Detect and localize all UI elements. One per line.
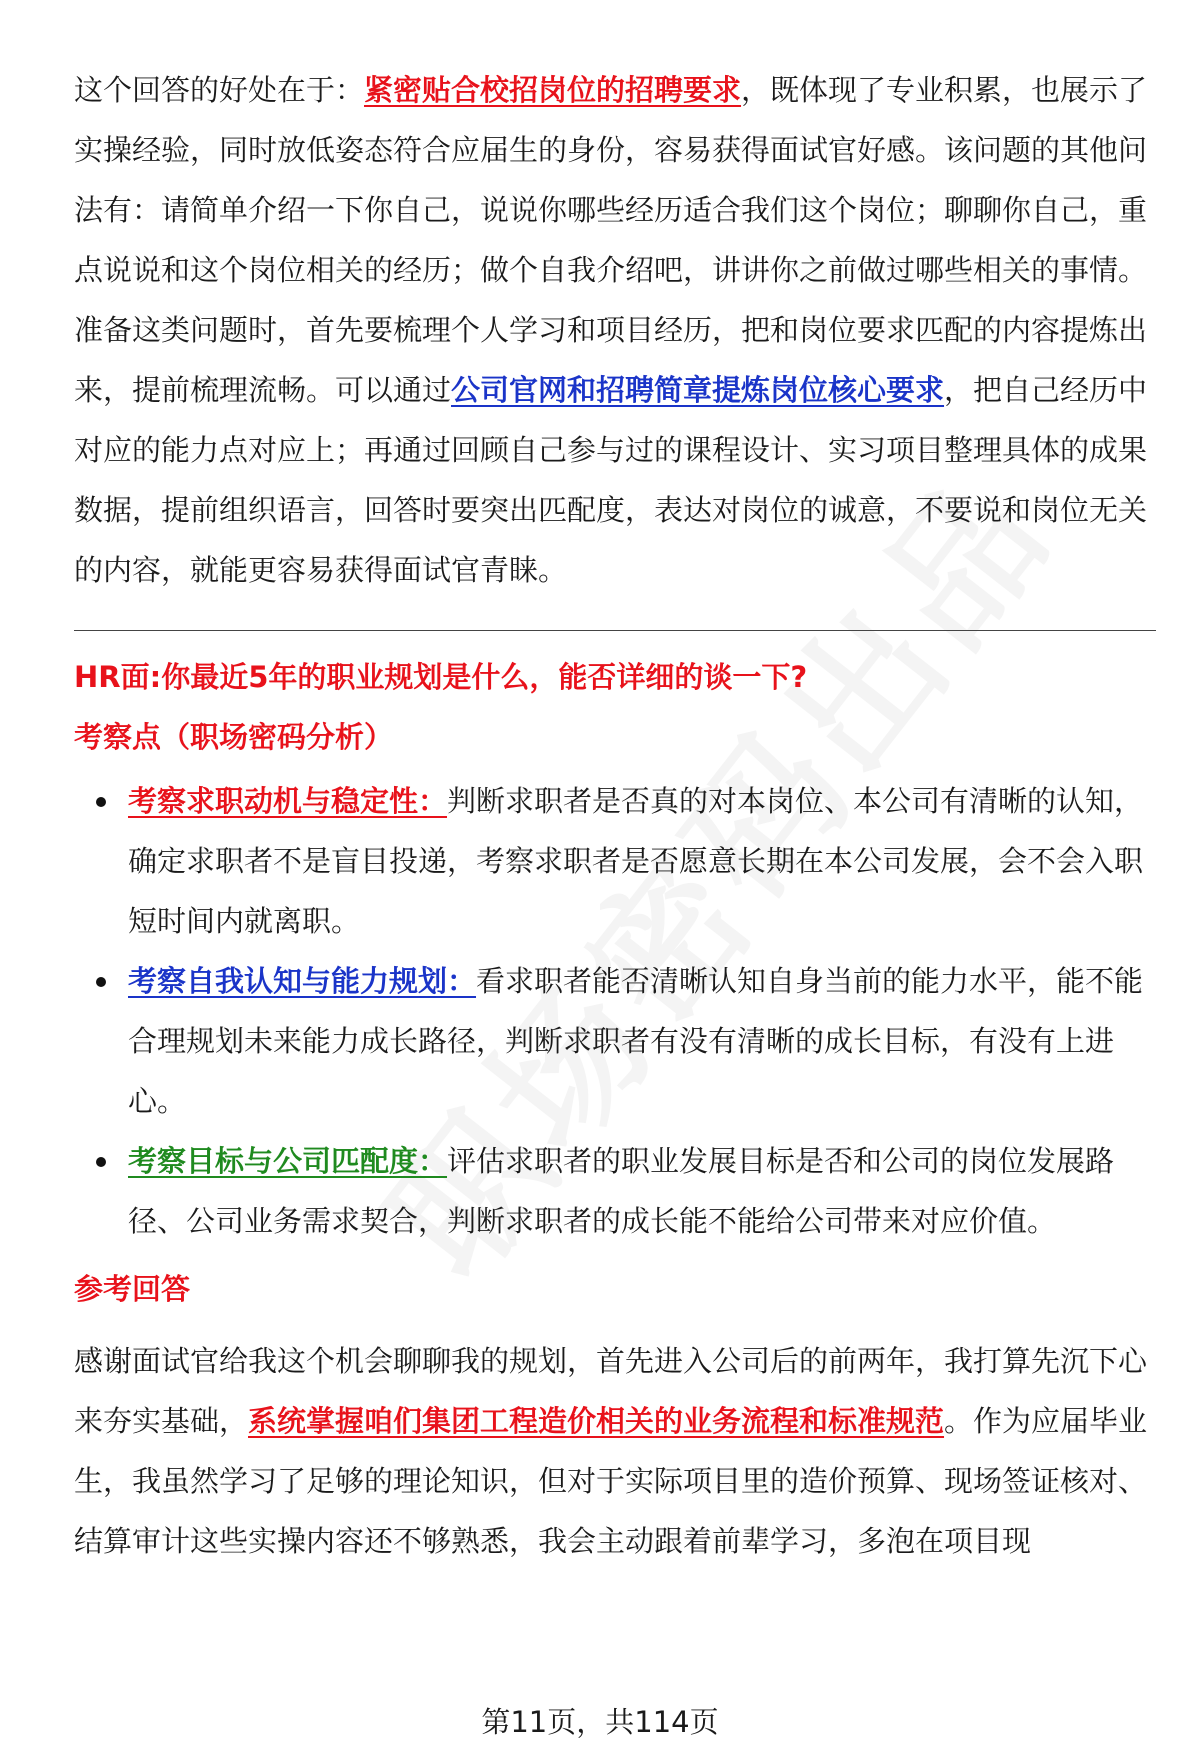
point-label: 考察自我认知与能力规划：	[128, 964, 477, 998]
bullet-icon	[96, 797, 106, 807]
list-item	[74, 771, 1154, 951]
answer-highlight: 系统掌握咱们集团工程造价相关的业务流程和标准规范	[248, 1404, 945, 1438]
intro-highlight-2: 公司官网和招聘简章提炼岗位核心要求	[451, 373, 945, 407]
section-divider	[74, 630, 1156, 631]
page-number: 第11页，共114页	[481, 1705, 719, 1739]
analysis-list	[74, 771, 1154, 1251]
intro-highlight-1: 紧密贴合校招岗位的招聘要求	[364, 73, 742, 107]
analysis-heading: 考察点（职场密码分析）	[74, 720, 394, 754]
intro-text-2a: 准备这类问题时，首先要梳理个人学习和项目经历，把和岗位要求匹配的内容提炼出来，提前梳理流畅。可以通过	[74, 313, 1148, 407]
point-text: 判断求职者是否真的对本岗位、本公司有清晰的认知，确定求职者不是盲目投递，考察求职者是否愿意长期在本公司发展，会不会入职短时间内就离职。	[128, 784, 1144, 938]
point-text: 看求职者能否清晰认知自身当前的能力水平，能不能合理规划未来能力成长路径，判断求职者有没有清晰的成长目标，有没有上进心。	[128, 964, 1144, 1118]
intro-paragraph-2	[74, 300, 1154, 600]
question-title: HR面:你最近5年的职业规划是什么，能否详细的谈一下?	[74, 660, 808, 694]
answer-text-a: 感谢面试官给我这个机会聊聊我的规划，首先进入公司后的前两年，我打算先沉下心来夯实基础，	[74, 1344, 1148, 1438]
point-label: 考察求职动机与稳定性：	[128, 784, 448, 818]
list-item	[74, 951, 1154, 1131]
bullet-icon	[96, 1157, 106, 1167]
reference-heading: 参考回答	[74, 1272, 191, 1306]
list-item	[74, 1131, 1154, 1251]
answer-text-b: 。作为应届毕业生，我虽然学习了足够的理论知识，但对于实际项目里的造价预算、现场签证核对、结算审计这些实操内容还不够熟悉，我会主动跟着前辈学习，多泡在项目现	[74, 1404, 1148, 1558]
point-text: 评估求职者的职业发展目标是否和公司的岗位发展路径、公司业务需求契合，判断求职者的成长能不能给公司带来对应价值。	[128, 1144, 1115, 1238]
intro-text-2b: ，把自己经历中对应的能力点对应上；再通过回顾自己参与过的课程设计、实习项目整理具体的成果数据，提前组织语言，回答时要突出匹配度，表达对岗位的诚意，不要说和岗位无关的内容，就能更容易获得面试官青睐。	[74, 373, 1148, 587]
bullet-icon	[96, 977, 106, 987]
document-page	[74, 60, 1154, 1571]
intro-text-1a: 这个回答的好处在于：	[74, 73, 365, 107]
reference-answer	[74, 1331, 1154, 1571]
intro-paragraph-1	[74, 60, 1154, 300]
point-label: 考察目标与公司匹配度：	[128, 1144, 448, 1178]
intro-text-1b: ，既体现了专业积累，也展示了实操经验，同时放低姿态符合应届生的身份，容易获得面试官好感。该问题的其他问法有：请简单介绍一下你自己，说说你哪些经历适合我们这个岗位；聊聊你自己，重点说说和这个岗位相关的经历；做个自我介绍吧，讲讲你之前做过哪些相关的事情。	[74, 73, 1148, 287]
